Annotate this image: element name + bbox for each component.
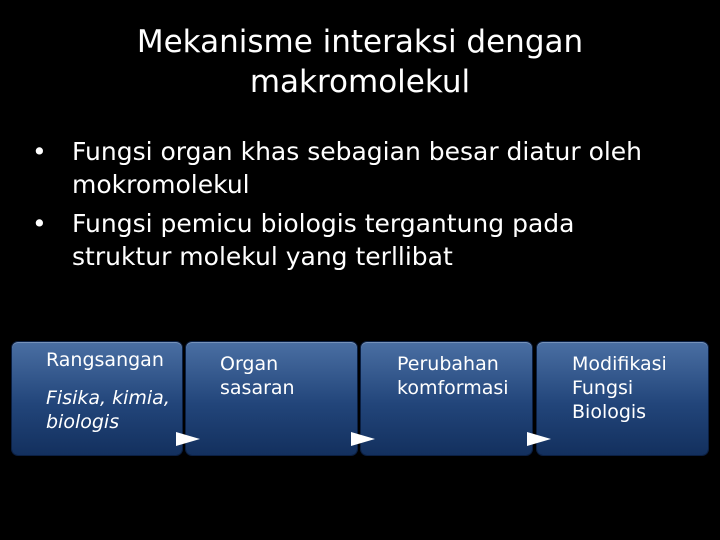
slide-title-line-2: makromolekul [249,64,471,100]
bullet-1-line-1: Fungsi organ khas sebagian besar diatur oleh [72,137,643,166]
arrow-right-icon [351,432,375,446]
bullet-dot-icon: • [32,209,47,238]
step-4-line-1: Modifikasi [572,353,667,375]
step-4-line-3: Biologis [572,401,647,423]
arrow-right-icon [527,432,551,446]
bullet-1-line-2: mokromolekul [72,170,250,199]
slide-title-line-1: Mekanisme interaksi dengan [136,24,584,60]
bullet-2-line-1: Fungsi pemicu biologis tergantung pada [72,209,575,238]
step-2-line-2: sasaran [220,377,295,399]
bullet-2-line-2: struktur molekul yang terllibat [72,242,453,271]
step-box-modifikasi-fungsi-biologis [537,342,708,455]
bullet-dot-icon: • [32,137,47,166]
step-3-line-2: komformasi [397,377,509,399]
step-2-line-1: Organ [220,353,279,375]
step-4-line-2: Fungsi [572,377,634,399]
step-1-subtext-line-2: biologis [46,411,120,433]
step-1-heading: Rangsangan [46,349,164,371]
arrow-right-icon [176,432,200,446]
step-box-rangsangan [12,342,182,455]
step-3-line-1: Perubahan [397,353,499,375]
step-1-subtext-line-1: Fisika, kimia, [46,387,170,409]
step-box-organ-sasaran [186,342,357,455]
step-box-perubahan-komformasi [361,342,532,455]
